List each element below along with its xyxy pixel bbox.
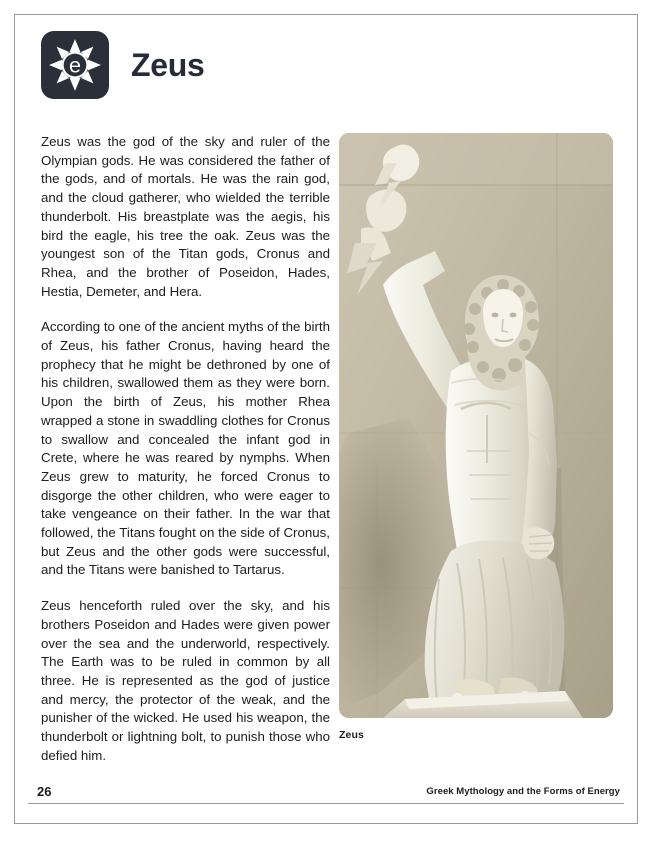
- footer-divider: [28, 803, 624, 804]
- figure-caption: Zeus: [339, 729, 364, 741]
- figure: [339, 133, 613, 741]
- article-text-column: [41, 133, 330, 766]
- page-title: Zeus: [131, 47, 205, 83]
- logo-letter: e: [68, 52, 82, 78]
- document-page: [14, 14, 638, 824]
- page-number: 26: [37, 784, 52, 799]
- zeus-marble-statue-photo: [339, 133, 613, 718]
- article-paragraph: According to one of the ancient myths of the birth of Zeus, his father Cronus, having heard the prophecy that he might be dethroned by one of his children, swallowed them as they were born. Upon the birth of Zeus, his mother Rhea wrapped a stone in swaddling clothes for Cronus to swallow and concealed the infant god in Crete, where he was reared by nymphs. When Zeus grew to maturity, he forced Cronus to disgorge the other children, who were eager to take vengeance on their father. In the war that followed, the Titans fought on the side of Cronus, but Zeus and the other gods were successful, and the Titans were banished to Tartarus.: [41, 319, 331, 578]
- page-footer: [28, 779, 624, 799]
- page-header: [41, 31, 205, 99]
- article-paragraph: Zeus was the god of the sky and ruler of the Olympian gods. He was considered the father of the gods, and of mortals. He was the rain god, and the cloud gatherer, who wielded the terrible thunderbolt. His breastplate was the aegis, his bird the eagle, his tree the oak. Zeus was the youngest son of the Titan gods, Cronus and Rhea, and the brother of Poseidon, Hades, Hestia, Demeter, and Hera.: [41, 134, 330, 299]
- book-title: Greek Mythology and the Forms of Energy: [426, 786, 620, 797]
- sun-burst-e-icon: [41, 31, 109, 99]
- article-paragraph: Zeus henceforth ruled over the sky, and his brothers Poseidon and Hades were given power over the sea and the underworld, respectively. The Earth was to be ruled in common by all three. He is represented as the god of justice and mercy, the protector of the weak, and the punisher of the wicked. He used his weapon, the thunderbolt or lightning bolt, to punish those who defied him.: [41, 598, 330, 763]
